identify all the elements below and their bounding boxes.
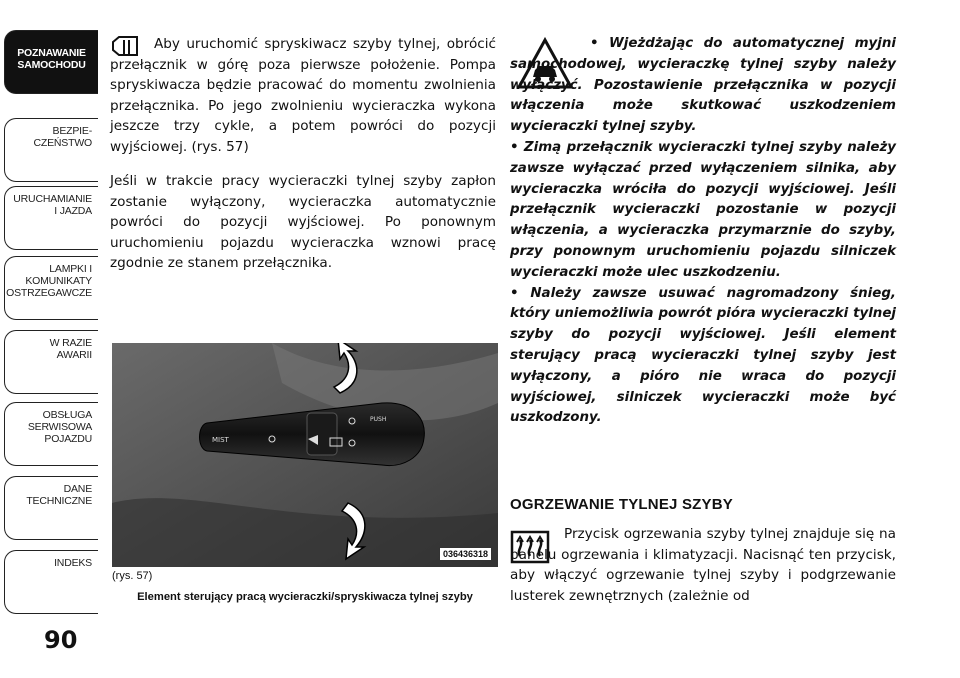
wiper-control-figure — [112, 343, 498, 567]
tab-label-line: SERWISOWA — [27, 421, 92, 433]
figure-reference: (rys. 57) — [112, 570, 153, 582]
tab-lampki-i-komunikaty[interactable] — [4, 256, 98, 320]
tab-label-line: DANE — [63, 483, 92, 495]
page-number: 90 — [44, 626, 78, 654]
tab-label-line: POJAZDU — [44, 433, 92, 445]
tab-label-line: KOMUNIKATY — [25, 275, 92, 287]
tab-label-line: OSTRZEGAWCZE — [6, 287, 92, 299]
tab-label-line: OBSŁUGA — [42, 409, 92, 421]
left-column — [110, 34, 496, 274]
tab-label-line: TECHNICZNE — [26, 495, 92, 507]
section-heading: OGRZEWANIE TYLNEJ SZYBY — [510, 496, 733, 513]
tab-label-line: SAMOCHODU — [17, 59, 86, 71]
ignition-off-paragraph: Jeśli w trakcie pracy wycieraczki tylnej szyby zapłon zostanie wyłączony, wycieraczka automatycznie powróci do pozycji wyjściowej. Po ponownym uruchomieniu pojazdu wycieraczka wznowi pracę zgodnie ze stanem przełącznika. — [110, 173, 496, 271]
tab-label-line: POZNAWANIE — [17, 47, 86, 59]
tab-label-line: CZEŃSTWO — [33, 137, 92, 149]
rear-defrost-description — [510, 524, 896, 606]
rear-defrost-paragraph: Przycisk ogrzewania szyby tylnej znajduje się na panelu ogrzewania i klimatyzacji. Nacisnąć ten przycisk, aby włączyć ogrzewanie tylnej szyby i podgrzewanie lusterek zewnętrznych (zależnie od — [510, 526, 896, 604]
warning-winter: • Zimą przełącznik wycieraczki tylnej szyby należy zawsze wyłączać przed wyłączeniem silnika, aby wycieraczka wróciła do pozycji wyjściowej. Jeśli przełącznik wycieraczki pozostanie w pozycji włączenia, a wycieraczka przymarznie do szyby, przy ponownym uruchomieniu pojazdu silniczek wycieraczki może ulec uszkodzeniu. — [510, 139, 896, 280]
tab-label-line: W RAZIE — [49, 337, 92, 349]
tab-label-line: I JAZDA — [54, 205, 92, 217]
tab-label-line: BEZPIE- — [52, 125, 92, 137]
tab-label-line: AWARII — [56, 349, 92, 361]
push-label: PUSH — [370, 416, 387, 423]
tab-uruchamianie-i-jazda[interactable] — [4, 186, 98, 250]
right-column-warnings — [510, 34, 896, 429]
wiper-washer-paragraph: Aby uruchomić spryskiwacz szyby tylnej, obrócić przełącznik w górę poza pierwsze położenie. Pompa spryskiwacza będzie pracować do momentu zwolnienia przełącznika. Po jego zwolnieniu wycieraczka wykona jeszcze trzy cykle, a potem powróci do pozycji wyjściowej. (rys. 57) — [110, 36, 496, 155]
warning-car-wash: • Wjeżdżając do automatycznej myjni samochodowej, wycieraczkę tylnej szyby należy wyłączyć. Pozostawienie przełącznika w pozycji włączenia może skutkować uszkodzeniem wycieraczki tylnej szyby. — [510, 36, 896, 135]
wiper-stalk-illustration — [112, 343, 498, 567]
tab-indeks[interactable] — [4, 550, 98, 614]
tab-w-razie-awarii[interactable] — [4, 330, 98, 394]
tab-dane-techniczne[interactable] — [4, 476, 98, 540]
tab-poznawanie-samochodu[interactable] — [4, 30, 98, 94]
tab-obsluga-serwisowa[interactable] — [4, 402, 98, 466]
mist-label: MIST — [212, 436, 229, 444]
tab-label-line: INDEKS — [54, 557, 92, 569]
figure-caption: Element sterujący pracą wycieraczki/spryskiwacza tylnej szyby — [137, 591, 473, 603]
warning-snow: • Należy zawsze usuwać nagromadzony śnieg, który uniemożliwia powrót pióra wycieraczki tylnej szyby do pozycji wyjściowej. Jeśli element sterujący pracą wycieraczki tylnej szyby jest wyłączony, a pióro nie wraca do pozycji wyjściowej, silniczek wycieraczki może być uszkodzony. — [510, 285, 896, 426]
tab-label-line: URUCHAMIANIE — [13, 193, 92, 205]
tab-bezpieczenstwo[interactable] — [4, 118, 98, 182]
figure-code: 036436318 — [439, 547, 492, 561]
tab-label-line: LAMPKI I — [49, 263, 92, 275]
sidebar-navigation — [0, 0, 100, 678]
